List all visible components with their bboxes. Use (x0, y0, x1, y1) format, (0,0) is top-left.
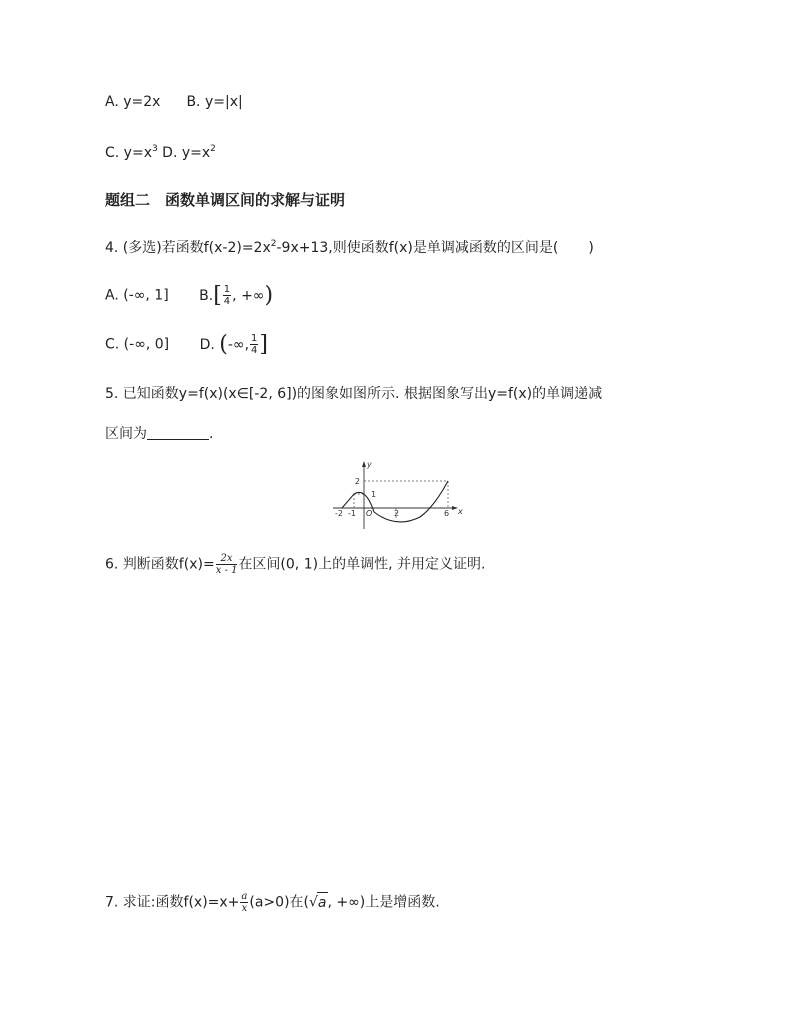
origin-label: O (366, 509, 373, 518)
q3-options-row2 (105, 143, 216, 163)
q3-option-b: B. y=|x| (186, 94, 243, 110)
answer-blank[interactable] (147, 425, 209, 440)
q3-option-a: A. y=2x (105, 94, 161, 110)
section-header: 题组二 函数单调区间的求解与证明 (105, 191, 346, 209)
q7-stem: 7. 求证:函数f(x)=x+ $\frac{a}{x}(a>0)$在(√a, +∞)上是增函数. (105, 891, 440, 914)
y-axis-label: y (367, 460, 372, 469)
q6-stem: 6. 判断函数f(x)= $\frac{2x}{x - 1}$在区间(0, 1)上的单调性, 并用定义证明. (105, 553, 486, 576)
q4-option-b: B.[ $\frac{1}{4}$ , +∞) (199, 282, 274, 308)
q5-function-graph (330, 457, 465, 532)
q3-option-d: D. $y=x^2$ (162, 144, 216, 161)
q3-option-c: C. $y=x^3$ (105, 144, 158, 161)
q4-option-c: C. (-∞, 0] (105, 336, 170, 353)
y-tick-1: 1 (371, 490, 377, 499)
q3-options-row1 (105, 92, 243, 112)
q4-stem: 4. (多选)若函数$f(x-2)=2x^2-9x+13$,则使函数f(x)是单调减函数的区间是( ) (105, 239, 594, 256)
x-axis-label: x (458, 507, 463, 516)
x-tick-2: 2 (394, 509, 400, 518)
q4-options-row2 (105, 333, 268, 356)
q4-option-d: D. (-∞, $\frac{1}{4}$ ] (199, 331, 268, 357)
x-tick-minus1: -1 (348, 509, 356, 518)
q5-stem-line1: 5. 已知函数y=f(x)(x∈[-2, 6])的图象如图所示. 根据图象写出y=f(x)的单调递减 (105, 386, 603, 402)
x-tick-6: 6 (444, 509, 450, 518)
x-tick-minus2: -2 (335, 509, 343, 518)
q4-options-row1 (105, 284, 273, 307)
q5-stem-line2: 区间为 . (105, 426, 214, 442)
q4-option-a: A. (-∞, 1] (105, 287, 169, 304)
y-axis-arrow-icon (362, 461, 366, 467)
sqrt-icon: √ (309, 894, 318, 911)
y-tick-2: 2 (354, 477, 360, 486)
